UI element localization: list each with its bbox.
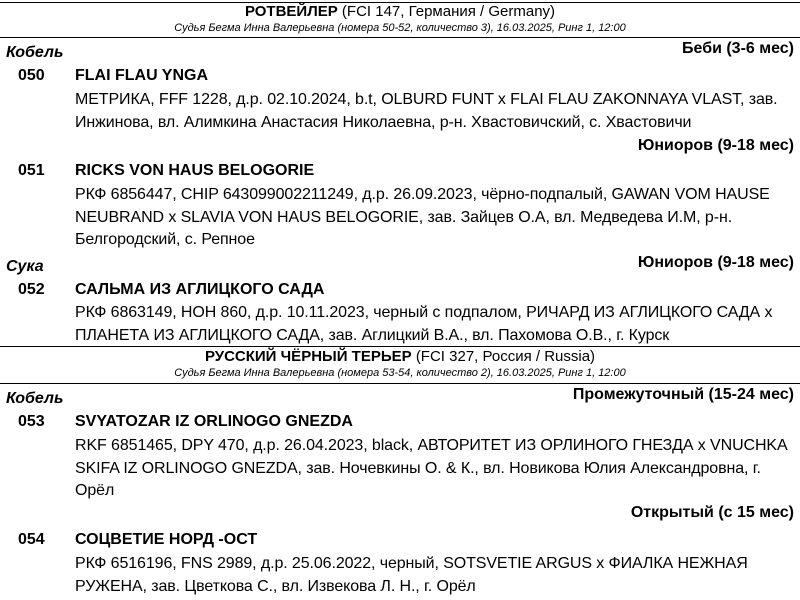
breed-header [0, 2, 800, 38]
class-label-baby: Беби (3-6 мес) [682, 40, 794, 57]
sex-label-female: Сука [6, 258, 44, 275]
class-label-open: Открытый (с 15 мес) [630, 504, 794, 521]
class-label-junior: Юниоров (9-18 мес) [637, 137, 794, 154]
breed-title [0, 348, 800, 366]
entry-name: SVYATOZAR IZ ORLINOGO GNEZDA [75, 413, 353, 430]
entry-details: РКФ 6516196, FNS 2989, д.р. 25.06.2022, черный, SOTSVETIE ARGUS x ФИАЛКА НЕЖНАЯ РУЖЕНА, зав. Цветкова С., вл. Извекова Л. Н., г. Орёл [75, 555, 748, 595]
entry-number: 054 [18, 531, 45, 548]
entry-number: 053 [18, 413, 45, 430]
entry-number: 051 [18, 162, 45, 179]
breed-name: РОТВЕЙЛЕР [244, 3, 338, 20]
class-label-junior: Юниоров (9-18 мес) [637, 254, 794, 271]
breed-title [0, 3, 800, 21]
breed-header [0, 346, 800, 384]
class-label-intermediate: Промежуточный (15-24 мес) [572, 386, 794, 403]
judge-info: Судья Бегма Инна Валерьевна (номера 50-52, количество 3), 16.03.2025, Ринг 1, 12:00 [174, 22, 626, 34]
entry-details: РКФ 6863149, НОН 860, д.р. 10.11.2023, черный с подпалом, РИЧАРД ИЗ АГЛИЦКОГО САДА х ПЛАНЕТА ИЗ АГЛИЦКОГО САДА, зав. Аглицкий В.А., вл. Пахомова О.В., г. Курск [75, 304, 773, 344]
entry-details: RKF 6851465, DPY 470, д.р. 26.04.2023, black, АВТОРИТЕТ ИЗ ОРЛИНОГО ГНЕЗДА x VNUCHKA SKIFA IZ ORLINOGO GNEZDA, зав. Ночевкины О. & К., вл. Новикова Юлия Александровна, г. Орёл [75, 437, 787, 499]
entry-name: СОЦВЕТИЕ НОРД -ОСТ [75, 531, 258, 548]
sex-label-male: Кобель [6, 44, 64, 61]
entry-number: 052 [18, 281, 45, 298]
breed-name: РУССКИЙ ЧЁРНЫЙ ТЕРЬЕР [204, 348, 412, 365]
entry-name: FLAI FLAU YNGA [75, 67, 209, 84]
entry-details: МЕТРИКА, FFF 1228, д.р. 02.10.2024, b.t, OLBURD FUNT x FLAI FLAU ZAKONNAYA VLAST, зав. Инжинова, вл. Алимкина Анастасия Николаевна, р-н. Хвастовичский, с. Хвастовичи [75, 91, 778, 131]
breed-origin: (FCI 147, Германия / Germany) [341, 3, 556, 20]
sex-label-male: Кобель [6, 390, 64, 407]
breed-origin: (FCI 327, Россия / Russia) [415, 348, 596, 365]
entry-name: САЛЬМА ИЗ АГЛИЦКОГО САДА [75, 281, 325, 298]
judge-info: Судья Бегма Инна Валерьевна (номера 53-54, количество 2), 16.03.2025, Ринг 1, 12:00 [174, 367, 626, 379]
entry-name: RICKS VON HAUS BELOGORIE [75, 162, 315, 179]
entry-details: РКФ 6856447, CHIP 643099002211249, д.р. 26.09.2023, чёрно-подпалый, GAWAN VOM HAUSE NEUBRAND x SLAVIA VON HAUS BELOGORIE, зав. Зайцев О.А, вл. Медведева И.М, р-н. Белгородский, с. Репное [75, 186, 770, 248]
entry-number: 050 [18, 67, 45, 84]
